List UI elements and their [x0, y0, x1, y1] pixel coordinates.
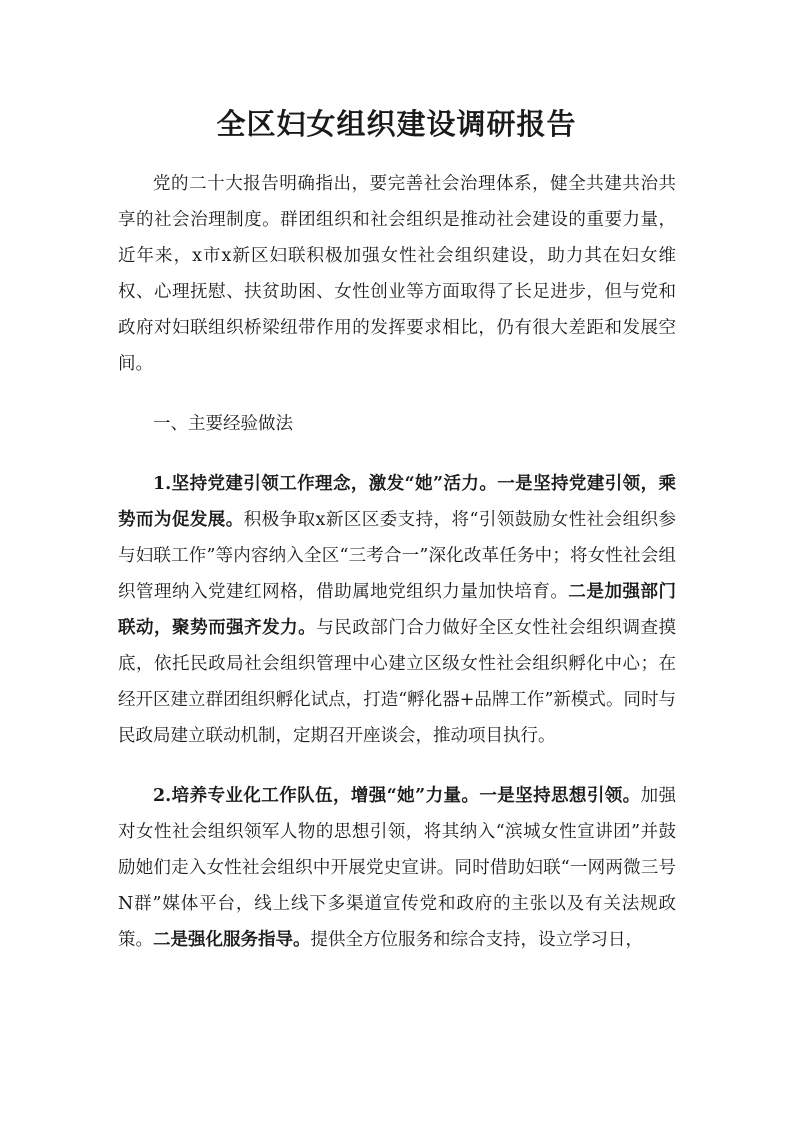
document-title: 全区妇女组织建设调研报告	[216, 107, 577, 141]
paragraph-1-lead-1: 一是坚持党建引领，乘势而为促发展。	[118, 474, 677, 530]
paragraph-1-heading: 1.坚持党建引领工作理念，激发“她”活力。	[153, 474, 498, 494]
paragraph-1-lead-2: 二是加强部门联动，聚势而强齐发力。	[118, 582, 677, 638]
document-body	[118, 166, 676, 958]
section-heading-1: 一、主要经验做法	[153, 414, 293, 434]
paragraph-1-text-2: 与民政部门合力做好全区女性社会组织调查摸底，依托民政局社会组织管理中心建立区级女性社会组织孵化中心；在经开区建立群团组织孵化试点，打造“孵化器+品牌工作”新模式。同时与民政局建立联动机制，定期召开座谈会，推动项目执行。	[118, 618, 677, 746]
paragraph-1-text-1: 积极争取x新区区委支持，将“引领鼓励女性社会组织参与妇联工作”等内容纳入全区“三考合一”深化改革任务中；将女性社会组织管理纳入党建红网格，借助属地党组织力量加快培育。	[118, 510, 676, 602]
paragraph-2-text-1: 加强对女性社会组织领军人物的思想引领，将其纳入“滨城女性宣讲团”并鼓励她们走入女性社会组织中开展党史宣讲。同时借助妇联“一网两微三号N群”媒体平台，线上线下多渠道宣传党和政府的主张以及有关法规政策。	[118, 786, 677, 950]
paragraph-2-lead-1: 一是坚持思想引领。	[479, 786, 641, 806]
paragraph-2-lead-2: 二是强化服务指导。	[153, 930, 311, 950]
intro-paragraph: 党的二十大报告明确指出，要完善社会治理体系，健全共建共治共享的社会治理制度。群团组织和社会组织是推动社会建设的重要力量，近年来，x市x新区妇联积极加强女性社会组织建设，助力其在妇女维权、心理抚慰、扶贫助困、女性创业等方面取得了长足进步，但与党和政府对妇联组织桥梁纽带作用的发挥要求相比，仍有很大差距和发展空间。	[118, 174, 676, 374]
paragraph-1	[118, 466, 676, 754]
paragraph-2	[118, 778, 676, 958]
paragraph-2-text-2: 提供全方位服务和综合支持，设立学习日，	[310, 930, 643, 950]
paragraph-2-heading: 2.培养专业化工作队伍，增强“她”力量。	[153, 786, 480, 806]
